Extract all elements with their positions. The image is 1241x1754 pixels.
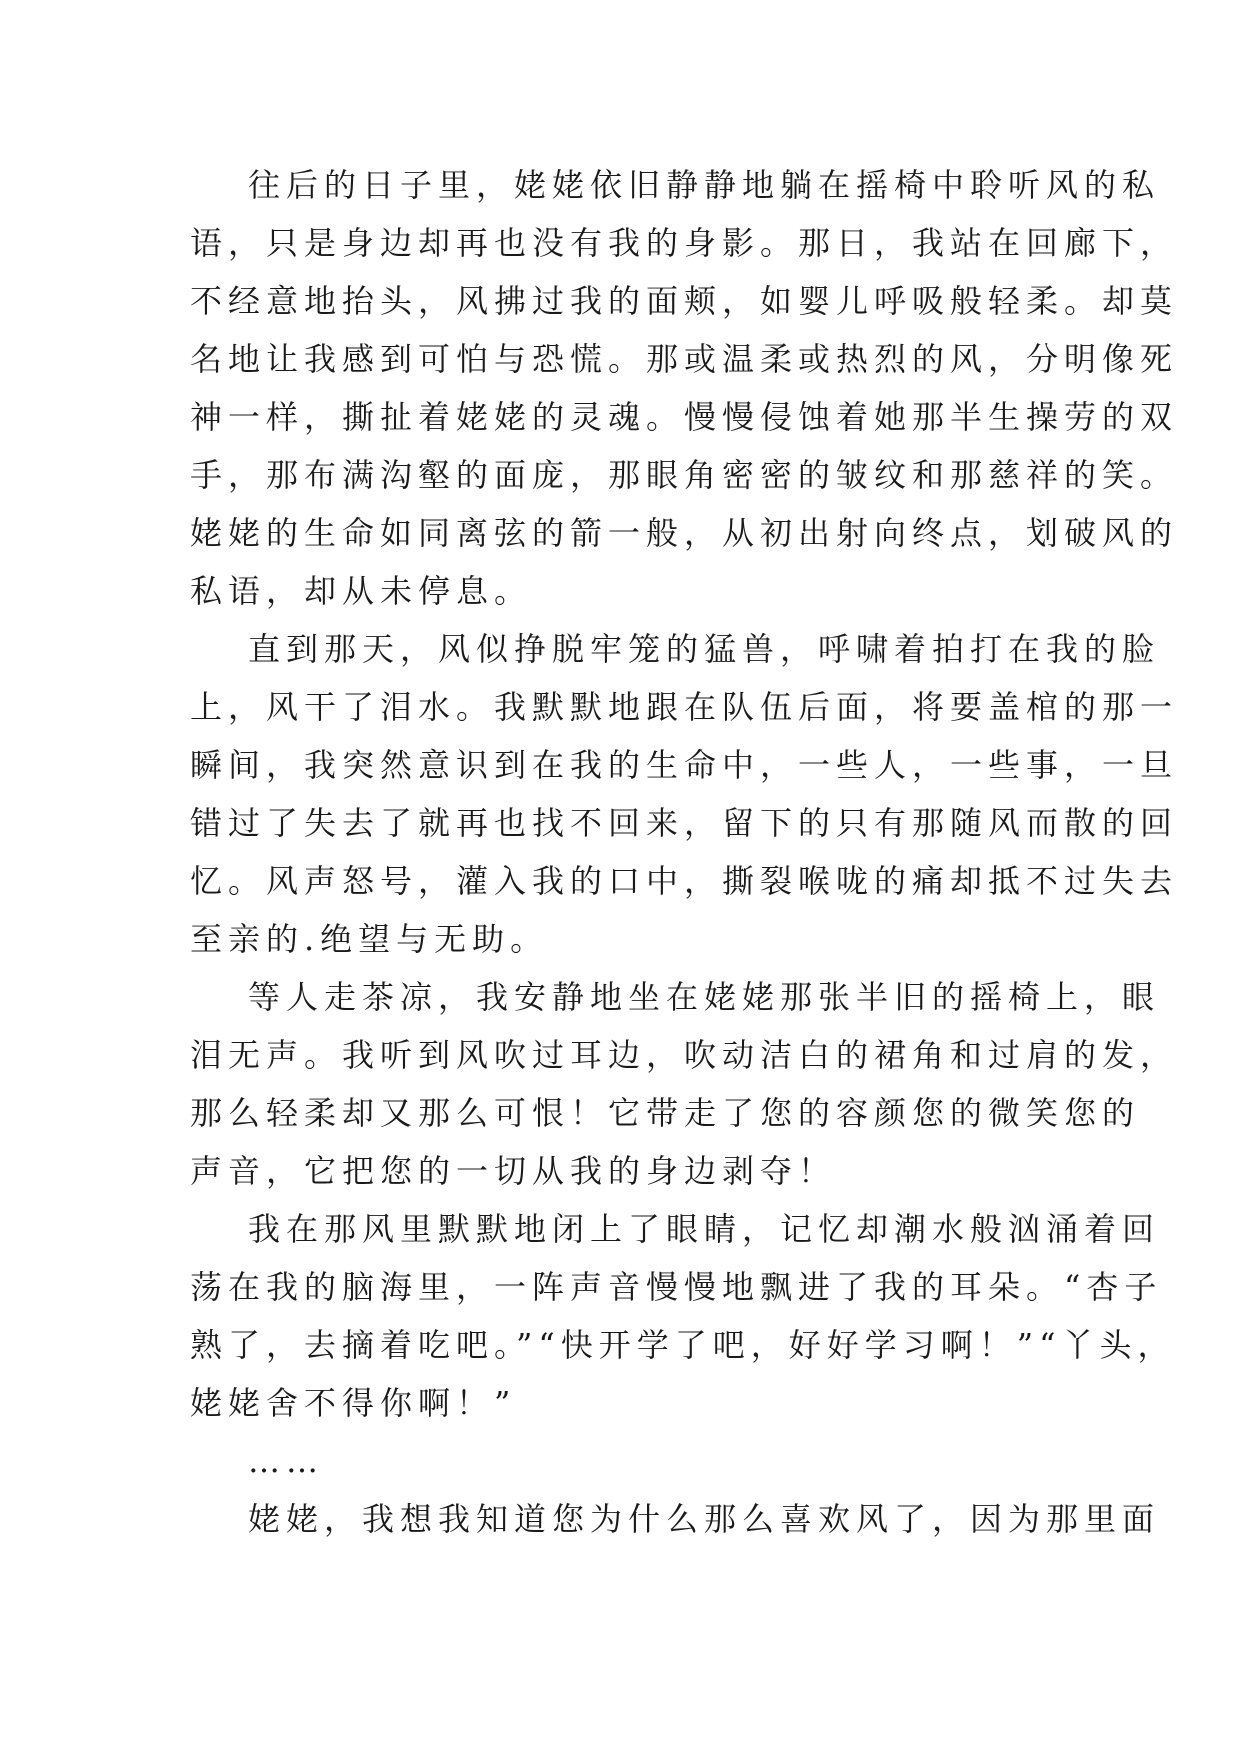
text-line: 语，只是身边却再也没有我的身影。那日，我站在回廊下， [190,224,1179,262]
text-line: 姥姥的生命如同离弦的箭一般，从初出射向终点，划破风的 [190,514,1179,552]
text-line: 名地让我感到可怕与恐慌。那或温柔或热烈的风，分明像死 [190,340,1179,378]
text-line: 瞬间，我突然意识到在我的生命中，一些人，一些事，一旦 [190,746,1179,784]
text-line: 姥姥，我想我知道您为什么那么喜欢风了，因为那里面 [248,1500,1161,1538]
text-line: 等人走茶凉，我安静地坐在姥姥那张半旧的摇椅上，眼 [248,978,1161,1016]
text-line: 上，风干了泪水。我默默地跟在队伍后面，将要盖棺的那一 [190,688,1179,726]
text-line: 往后的日子里，姥姥依旧静静地躺在摇椅中聆听风的私 [248,166,1161,204]
text-line: 熟了，去摘着吃吧。”“快开学了吧，好好学习啊！”“丫头， [190,1326,1176,1364]
text-line: …… [248,1442,324,1480]
text-line: 手，那布满沟壑的面庞，那眼角密密的皱纹和那慈祥的笑。 [190,456,1179,494]
text-line: 声音，它把您的一切从我的身边剥夺！ [190,1152,837,1190]
text-line: 泪无声。我听到风吹过耳边，吹动洁白的裙角和过肩的发， [190,1036,1179,1074]
text-line: 荡在我的脑海里，一阵声音慢慢地飘进了我的耳朵。“杏子 [190,1268,1163,1306]
text-line: 神一样，撕扯着姥姥的灵魂。慢慢侵蚀着她那半生操劳的双 [190,398,1179,436]
text-line: 错过了失去了就再也找不回来，留下的只有那随风而散的回 [190,804,1179,842]
text-line: 不经意地抬头，风拂过我的面颊，如婴儿呼吸般轻柔。却莫 [190,282,1179,320]
text-line: 我在那风里默默地闭上了眼睛，记忆却潮水般汹涌着回 [248,1210,1161,1248]
text-line: 姥姥舍不得你啊！” [190,1384,517,1422]
text-line: 那么轻柔却又那么可恨！它带走了您的容颜您的微笑您的 [190,1094,1141,1132]
text-line: 直到那天，风似挣脱牢笼的猛兽，呼啸着拍打在我的脸 [248,630,1161,668]
text-line: 忆。风声怒号，灌入我的口中，撕裂喉咙的痛却抵不过失去 [190,862,1179,900]
text-line: 私语，却从未停息。 [190,572,533,610]
text-line: 至亲的.绝望与无助。 [190,920,549,958]
